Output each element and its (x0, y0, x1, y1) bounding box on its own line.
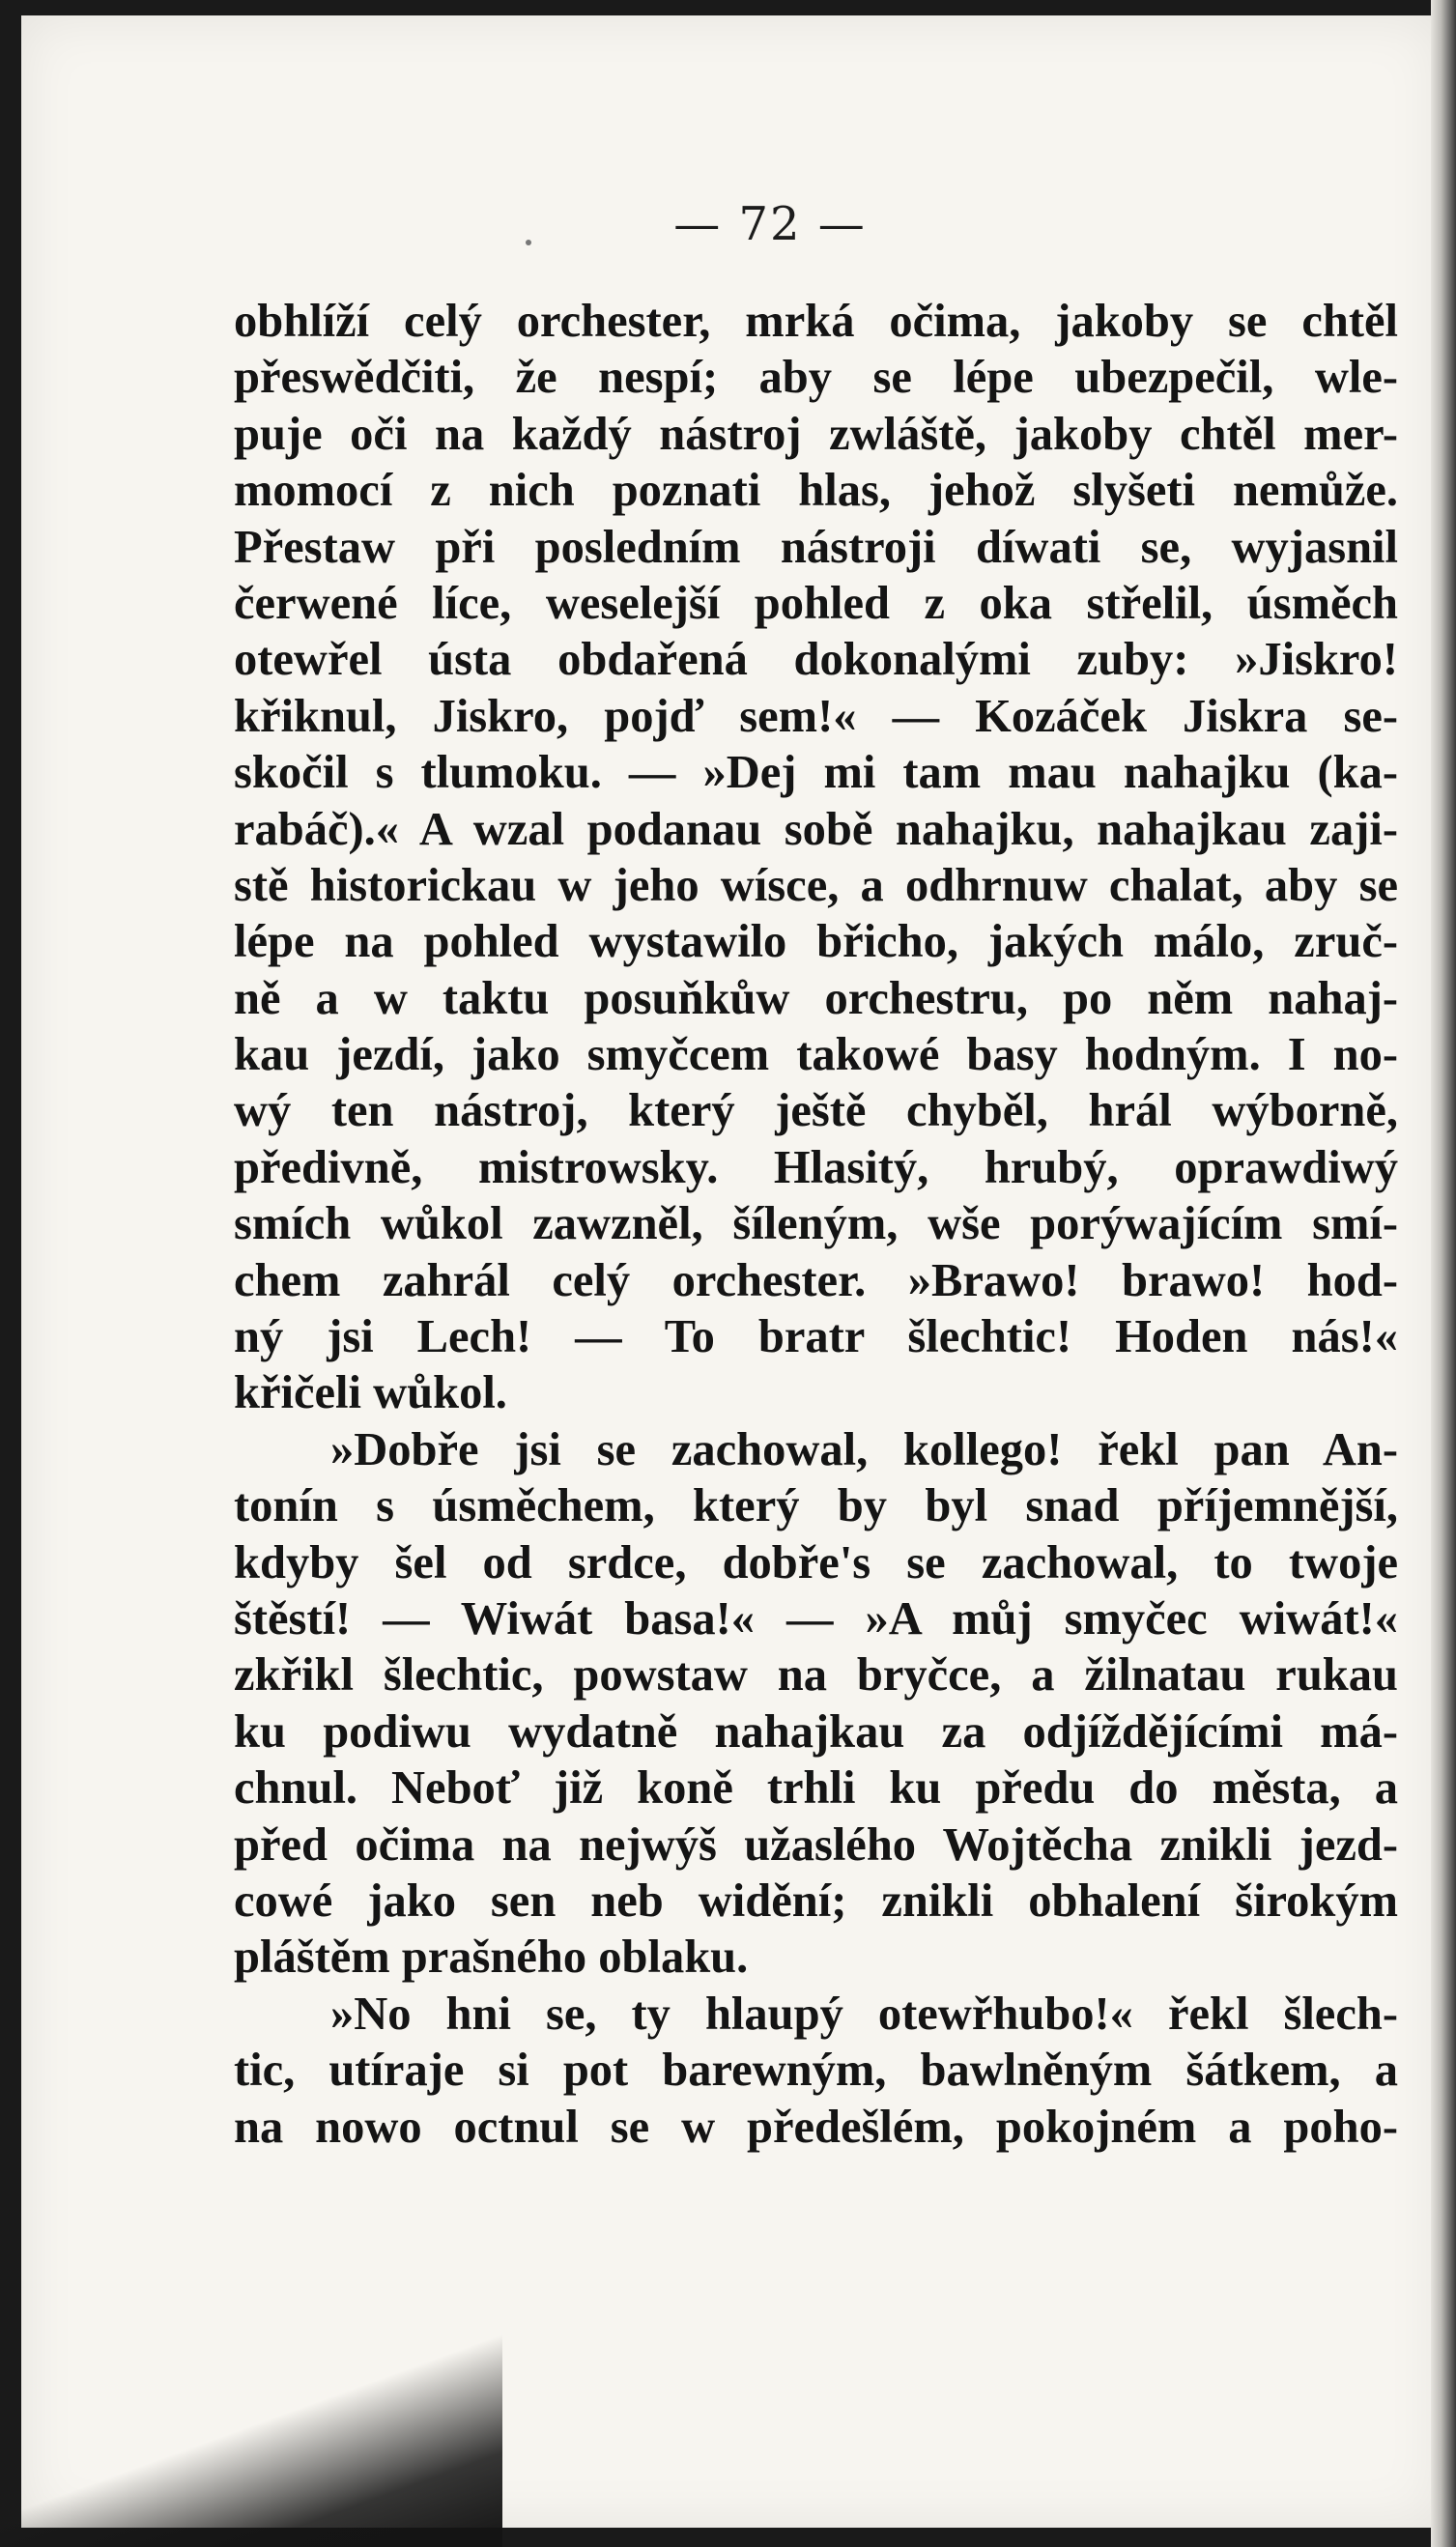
text-line: otewřel ústa obdařená dokonalými zuby: »Jiskro! (234, 634, 1398, 686)
text-line: skočil s tlumoku. — »Dej mi tam mau nahajku (ka- (234, 747, 1398, 799)
text-line: »No hni se, ty hlaupý otewřhubo!« řekl šlech- (330, 1988, 1398, 2040)
text-line: ku podiwu wydatně nahajkau za odjíždějícími má- (234, 1705, 1398, 1758)
text-line: křičeli wůkol. (234, 1367, 507, 1419)
text-line: ný jsi Lech! — To bratr šlechtic! Hoden nás!« (234, 1311, 1398, 1363)
text-line: zkřikl šlechtic, powstaw na bryčce, a žilnatau rukau (234, 1649, 1398, 1702)
text-line: před očima na nejwýš užaslého Wojtěcha znikli jezd- (234, 1818, 1398, 1871)
text-line: tonín s úsměchem, který by byl snad příjemnější, (234, 1480, 1398, 1532)
text-line: na nowo octnul se w předešlém, pokojném a poho- (234, 2101, 1398, 2153)
book-page (21, 15, 1442, 2528)
text-line: cowé jako sen neb widění; znikli obhalení širokým (234, 1874, 1398, 1927)
text-line: smích wůkol zawzněl, šíleným, wše porýwajícím smí- (234, 1198, 1398, 1250)
text-line: kdyby šel od srdce, dobře's se zachowal, to twoje (234, 1536, 1398, 1588)
text-line: chnul. Neboť již koně trhli ku předu do města, a (234, 1762, 1398, 1815)
text-line: »Dobře jsi se zachowal, kollego! řekl pan An- (330, 1423, 1398, 1475)
text-line: čerwené líce, weselejší pohled z oka střelil, úsměch (234, 577, 1398, 629)
text-line: Přestaw při posledním nástroji díwati se, wyjasnil (234, 521, 1398, 573)
text-line: pláštěm prašného oblaku. (234, 1932, 749, 1984)
text-line: předivně, mistrowsky. Hlasitý, hrubý, oprawdiwý (234, 1141, 1398, 1193)
text-line: kau jezdí, jako smyčcem takowé basy hodným. I no- (234, 1029, 1398, 1081)
text-line: momocí z nich poznati hlas, jehož slyšeti nemůže. (234, 465, 1398, 517)
text-line: tic, utíraje si pot barewným, bawlněným šátkem, a (234, 2045, 1398, 2097)
ink-speck (526, 240, 531, 245)
page-edge (1431, 0, 1456, 2547)
text-line: chem zahrál celý orchester. »Brawo! brawo! hod- (234, 1254, 1398, 1306)
text-line: ně a w taktu posuňkůw orchestru, po něm nahaj- (234, 972, 1398, 1024)
text-line: rabáč).« A wzal podanau sobě nahajku, nahajkau zaji- (234, 803, 1398, 855)
text-line: přeswědčiti, že nespí; aby se lépe ubezpečil, wle- (234, 352, 1398, 404)
text-line: puje oči na každý nástroj zwláště, jakoby chtěl mer- (234, 408, 1398, 460)
text-line: stě historickau w jeho wísce, a odhrnuw chalat, aby se (234, 859, 1398, 911)
text-line: wý ten nástroj, který ještě chyběl, hrál wýborně, (234, 1085, 1398, 1137)
page-number: — 72 — (673, 197, 867, 251)
text-line: štěstí! — Wiwát basa!« — »A můj smyčec wiwát!« (234, 1592, 1398, 1645)
text-line: lépe na pohled wystawilo břicho, jakých málo, zruč- (234, 916, 1398, 968)
text-line: obhlíží celý orchester, mrká očima, jakoby se chtěl (234, 296, 1398, 347)
scan-shadow (0, 2257, 502, 2547)
body-text (234, 294, 1398, 2156)
text-line: křiknul, Jiskro, pojď sem!« — Kozáček Jiskra se- (234, 690, 1398, 742)
